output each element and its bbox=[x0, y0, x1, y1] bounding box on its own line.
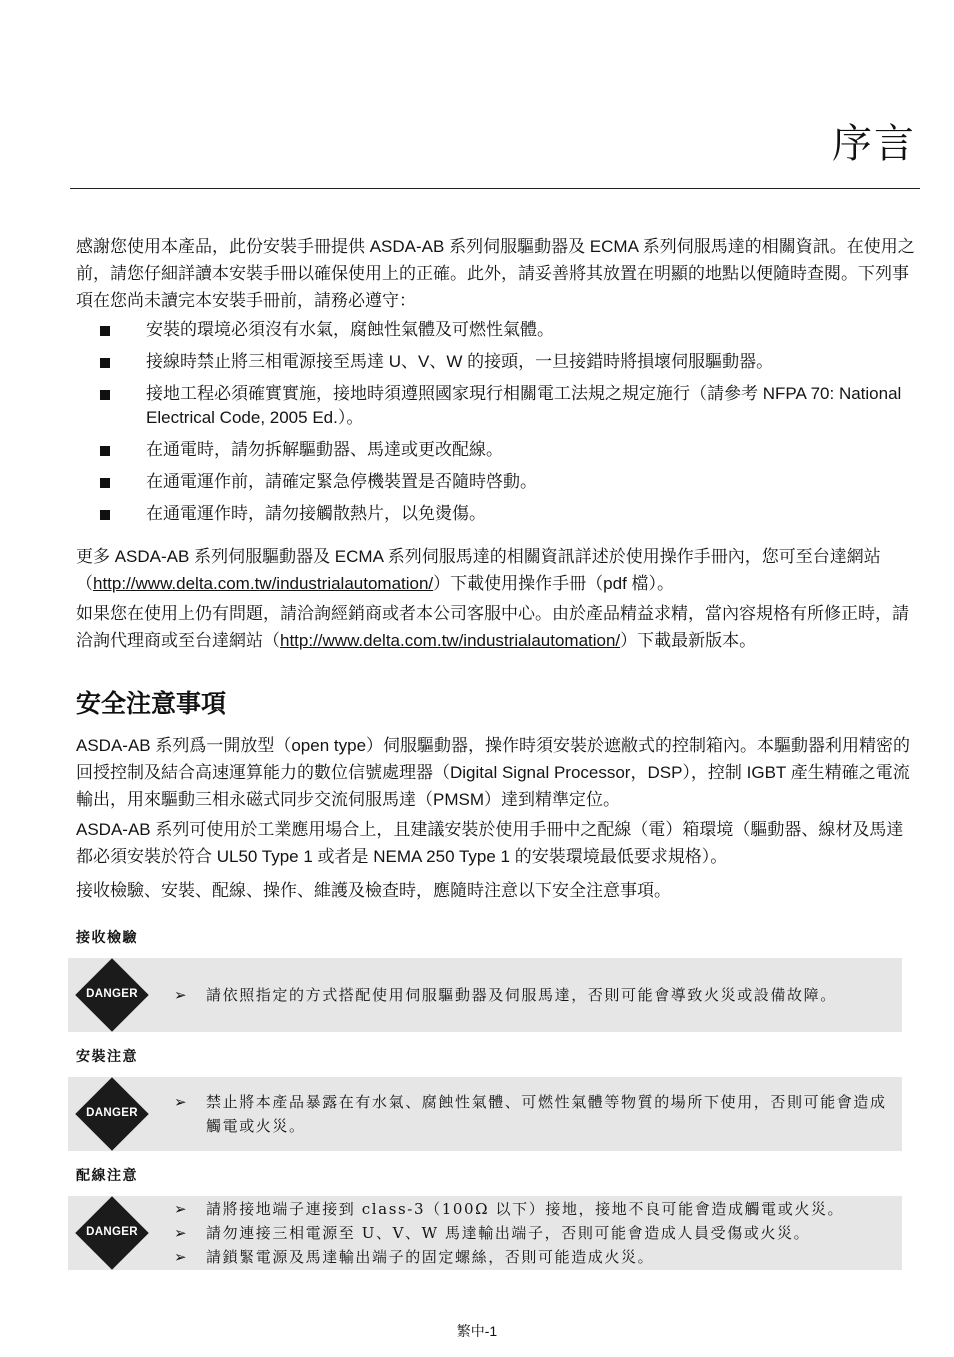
more-info-paragraph: 更多 ASDA-AB 系列伺服驅動器及 ECMA 系列伺服馬達的相關資訊詳述於使用操作手冊內，您可至台達網站（http://www.delta.com.tw/industrialautomation/）下載使用操作手冊（pdf 檔）。 bbox=[76, 547, 881, 593]
danger-box bbox=[68, 1196, 902, 1270]
square-bullet-icon bbox=[100, 390, 110, 400]
delta-website-link[interactable]: http://www.delta.com.tw/industrialautomation/ bbox=[93, 574, 434, 593]
list-item: 在通電時，請勿拆解驅動器、馬達或更改配線。 bbox=[96, 438, 916, 462]
arrow-bullet-icon: ➢ bbox=[174, 1224, 189, 1242]
list-item: 接地工程必須確實實施，接地時須遵照國家現行相關電工法規之規定施行（請參考 NFPA 70: National Electrical Code, 2005 Ed.）。 bbox=[96, 382, 916, 430]
list-item: ➢ 請勿連接三相電源至 U、V、W 馬達輸出端子，否則可能會造成人員受傷或火災。 bbox=[174, 1221, 888, 1245]
list-item: ➢ 禁止將本產品暴露在有水氣、腐蝕性氣體、可燃性氣體等物質的場所下使用，否則可能會造成觸電或火災。 bbox=[174, 1090, 888, 1138]
safety-heading: 安全注意事項 bbox=[76, 690, 227, 718]
warning-heading-wiring: 配線注意 bbox=[76, 1168, 138, 1184]
warning-text bbox=[174, 1197, 888, 1269]
list-item: ➢ 請依照指定的方式搭配使用伺服驅動器及伺服馬達，否則可能會導致火災或設備故障。 bbox=[174, 983, 888, 1007]
list-item: 在通電運作時，請勿接觸散熱片，以免燙傷。 bbox=[96, 502, 916, 526]
warning-heading-installation: 安裝注意 bbox=[76, 1049, 138, 1065]
arrow-bullet-icon: ➢ bbox=[174, 986, 189, 1004]
title-divider bbox=[70, 188, 920, 189]
square-bullet-icon bbox=[100, 358, 110, 368]
square-bullet-icon bbox=[100, 510, 110, 520]
list-item: ➢ 請將接地端子連接到 class-3（100Ω 以下）接地，接地不良可能會造成觸電或火災。 bbox=[174, 1197, 888, 1221]
safety-paragraph: ASDA-AB 系列可使用於工業應用場合上，且建議安裝於使用手冊中之配線（電）箱環境（驅動器、線材及馬達都必須安裝於符合 UL50 Type 1 或者是 NEMA 250 Type 1 的安裝環境最低要求規格）。 bbox=[76, 820, 904, 866]
warning-text bbox=[174, 1090, 888, 1138]
danger-label: DANGER bbox=[86, 1107, 138, 1119]
danger-label: DANGER bbox=[86, 988, 138, 1000]
square-bullet-icon bbox=[100, 326, 110, 336]
arrow-bullet-icon: ➢ bbox=[174, 1248, 189, 1266]
list-item: ➢ 請鎖緊電源及馬達輸出端子的固定螺絲，否則可能造成火災。 bbox=[174, 1245, 888, 1269]
support-paragraph: 如果您在使用上仍有問題，請洽詢經銷商或者本公司客服中心。由於產品精益求精，當內容規格有所修正時，請洽詢代理商或至台達網站（http://www.delta.com.tw/industrialautomation/）下載最新版本。 bbox=[76, 604, 909, 650]
delta-website-link[interactable]: http://www.delta.com.tw/industrialautomation/ bbox=[280, 631, 621, 650]
intro-paragraph: 感謝您使用本產品，此份安裝手冊提供 ASDA-AB 系列伺服驅動器及 ECMA 系列伺服馬達的相關資訊。在使用之前，請您仔細詳讀本安裝手冊以確保使用上的正確。此外，請妥善將其放置在明顯的地點以便隨時查閱。下列事項在您尚未讀完本安裝手冊前，請務必遵守： bbox=[76, 237, 915, 310]
page-title: 序言 bbox=[832, 122, 916, 166]
precaution-list bbox=[96, 318, 916, 534]
list-item: 安裝的環境必須沒有水氣，腐蝕性氣體及可燃性氣體。 bbox=[96, 318, 916, 342]
arrow-bullet-icon: ➢ bbox=[174, 1093, 189, 1111]
arrow-bullet-icon: ➢ bbox=[174, 1200, 189, 1218]
safety-paragraph: 接收檢驗、安裝、配線、操作、維護及檢查時，應隨時注意以下安全注意事項。 bbox=[76, 881, 671, 900]
danger-box bbox=[68, 958, 902, 1032]
list-item: 接線時禁止將三相電源接至馬達 U、V、W 的接頭，一旦接錯時將損壞伺服驅動器。 bbox=[96, 350, 916, 374]
list-item: 在通電運作前，請確定緊急停機裝置是否隨時啓動。 bbox=[96, 470, 916, 494]
safety-paragraph: ASDA-AB 系列爲一開放型（open type）伺服驅動器，操作時須安裝於遮敝式的控制箱內。本驅動器利用精密的回授控制及結合高速運算能力的數位信號處理器（Digital Signal Processor，DSP），控制 IGBT 產生精確之電流輸出，用來驅動三相永磁式同步交流伺服馬達（PMSM）達到精準定位。 bbox=[76, 736, 911, 809]
square-bullet-icon bbox=[100, 478, 110, 488]
danger-box bbox=[68, 1077, 902, 1151]
warning-heading-inspection: 接收檢驗 bbox=[76, 930, 138, 946]
square-bullet-icon bbox=[100, 446, 110, 456]
page-number: 繁中-1 bbox=[456, 1323, 498, 1339]
warning-text bbox=[174, 983, 888, 1007]
danger-label: DANGER bbox=[86, 1226, 138, 1238]
